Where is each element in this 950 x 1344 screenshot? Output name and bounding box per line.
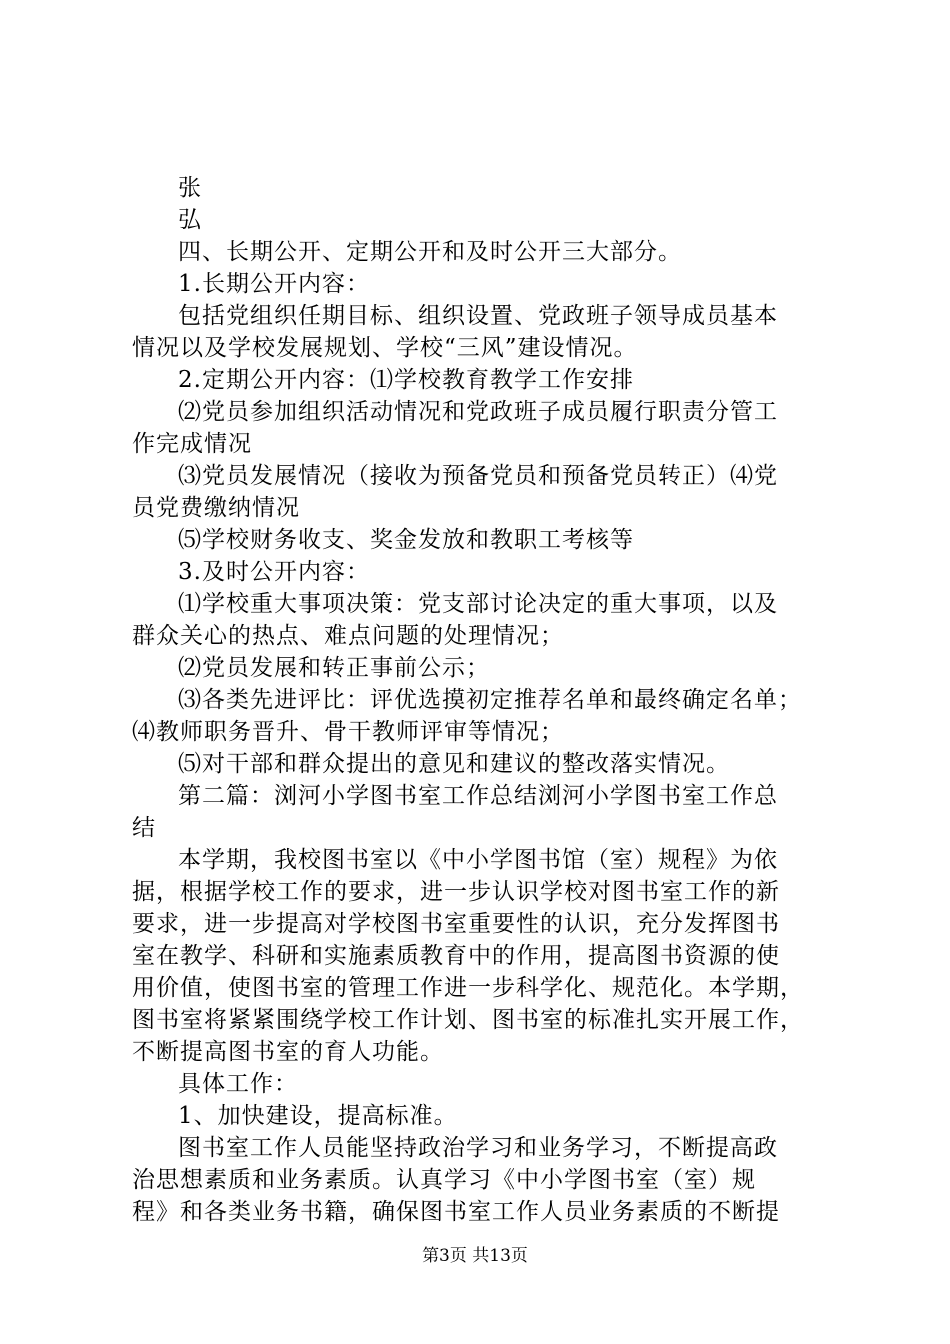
text-line: ⑶党员发展情况（接收为预备党员和预备党员转正）⑷党 (178, 463, 778, 489)
text-line: 第二篇：浏河小学图书室工作总结浏河小学图书室工作总 (178, 783, 778, 809)
text-line: 四、长期公开、定期公开和及时公开三大部分。 (178, 239, 682, 265)
text-line: 包括党组织任期目标、组织设置、党政班子领导成员基本 (178, 303, 778, 329)
text-line: 群众关心的热点、难点问题的处理情况； (132, 623, 564, 649)
text-line: ⑶各类先进评比：评优选摸初定推荐名单和最终确定名单； (178, 687, 802, 713)
text-line: 具体工作： (178, 1071, 298, 1097)
text-line: 作完成情况 (132, 431, 252, 457)
text-line: ⑵党员发展和转正事前公示； (178, 655, 490, 681)
text-line: 程》和各类业务书籍，确保图书室工作人员业务素质的不断提 (132, 1199, 780, 1225)
text-line: 图书室将紧紧围绕学校工作计划、图书室的标准扎实开展工作， (132, 1007, 804, 1033)
text-line: 2.定期公开内容：⑴学校教育教学工作安排 (178, 367, 634, 393)
text-line: 据，根据学校工作的要求，进一步认识学校对图书室工作的新 (132, 879, 780, 905)
text-line: 室在教学、科研和实施素质教育中的作用，提高图书资源的使 (132, 943, 780, 969)
text-line: 要求，进一步提高对学校图书室重要性的认识，充分发挥图书 (132, 911, 780, 937)
text-line: 结 (132, 815, 156, 841)
text-line: 用价值，使图书室的管理工作进一步科学化、规范化。本学期， (132, 975, 804, 1001)
page-footer: 第3页 共13页 (422, 1246, 528, 1266)
text-line: 3.及时公开内容： (178, 559, 370, 585)
text-line: ⑷教师职务晋升、骨干教师评审等情况； (132, 719, 564, 745)
text-line: 情况以及学校发展规划、学校“三风”建设情况。 (132, 335, 638, 361)
text-line: 本学期，我校图书室以《中小学图书馆（室）规程》为依 (178, 847, 778, 873)
text-line: ⑸学校财务收支、奖金发放和教职工考核等 (178, 527, 634, 553)
document-body (132, 172, 832, 1228)
text-line: 治思想素质和业务素质。认真学习《中小学图书室（室）规 (132, 1167, 756, 1193)
text-line: 1、加快建设，提高标准。 (178, 1103, 458, 1129)
text-line: 1.长期公开内容： (178, 271, 370, 297)
text-line: ⑴学校重大事项决策：党支部讨论决定的重大事项，以及 (178, 591, 778, 617)
text-line: 不断提高图书室的育人功能。 (132, 1039, 444, 1065)
text-line: ⑵党员参加组织活动情况和党政班子成员履行职责分管工 (178, 399, 778, 425)
text-line: 弘 (178, 207, 202, 233)
text-line: ⑸对干部和群众提出的意见和建议的整改落实情况。 (178, 751, 730, 777)
text-line: 员党费缴纳情况 (132, 495, 300, 521)
text-line: 张 (178, 175, 202, 201)
text-line: 图书室工作人员能坚持政治学习和业务学习，不断提高政 (178, 1135, 778, 1161)
